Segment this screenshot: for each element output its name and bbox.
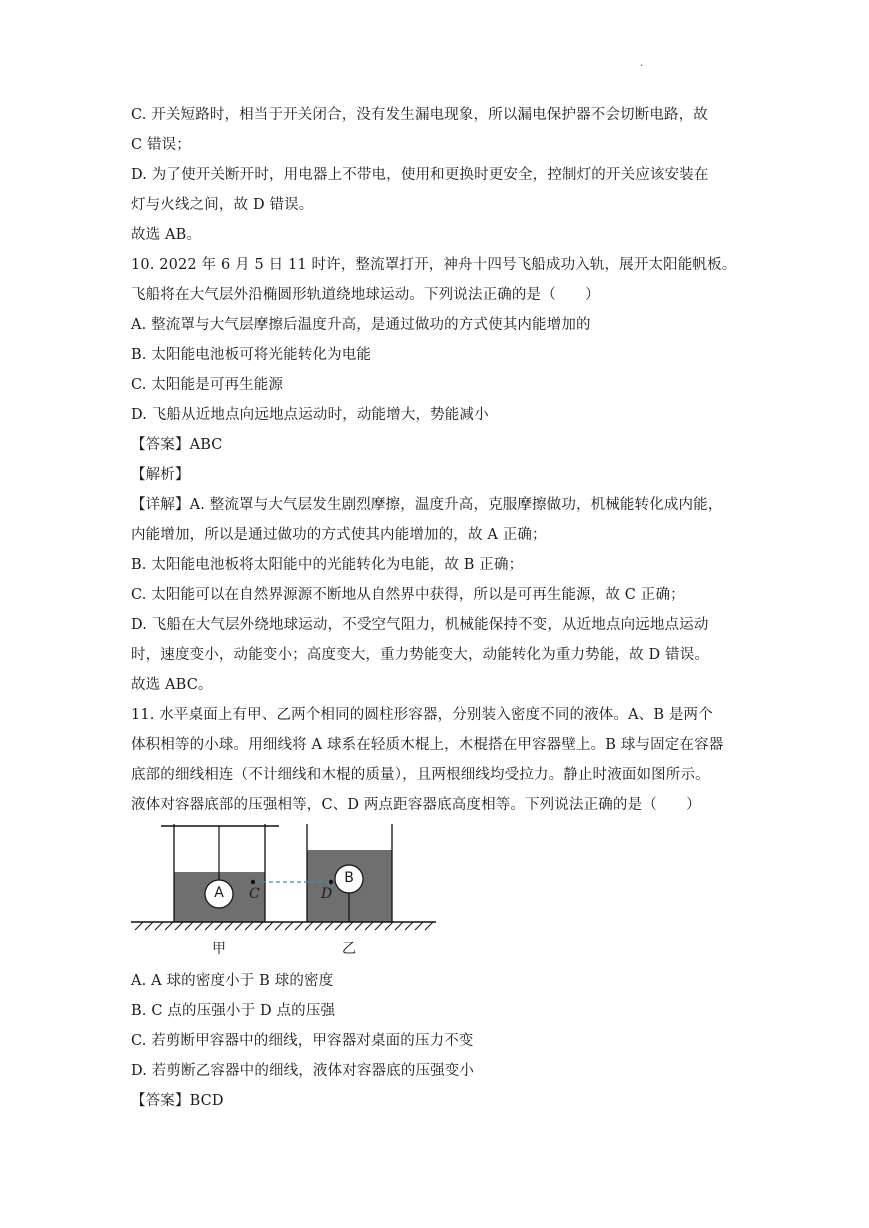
containers-figure: [131, 824, 451, 964]
analysis-heading: 【解析】: [131, 467, 190, 483]
text-line: 时，速度变小，动能变小；高度变大，重力势能变大，动能转化为重力势能，故 D 错误。: [131, 647, 709, 663]
text-block-before: [131, 100, 741, 820]
point-c-label: C: [249, 886, 260, 902]
question-10-option-c: C. 太阳能是可再生能源: [131, 377, 284, 393]
question-10-option-b: B. 太阳能电池板可将光能转化为电能: [131, 347, 372, 363]
question-10-option-d: D. 飞船从近地点向远地点运动时，动能增大，势能减小: [131, 407, 489, 423]
question-11-stem: 液体对容器底部的压强相等，C、D 两点距容器底高度相等。下列说法正确的是（ ）: [131, 797, 701, 813]
question-10-stem: 飞船将在大气层外沿椭圆形轨道绕地球运动。下列说法正确的是（ ）: [131, 287, 600, 303]
question-10-option-a: A. 整流罩与大气层摩擦后温度升高，是通过做功的方式使其内能增加的: [131, 317, 591, 333]
text-line: 内能增加，所以是通过做功的方式使其内能增加的，故 A 正确；: [131, 527, 547, 543]
text-line: B. 太阳能电池板将太阳能中的光能转化为电能，故 B 正确；: [131, 557, 524, 573]
point-d-label: D: [321, 886, 333, 902]
question-11-option-b: B. C 点的压强小于 D 点的压强: [131, 1003, 336, 1019]
table-hatching: [135, 922, 433, 930]
ball-b-label: B: [344, 870, 354, 886]
text-line: D. 飞船在大气层外绕地球运动，不受空气阻力，机械能保持不变，从近地点向远地点运动: [131, 617, 709, 633]
question-11-stem: 底部的细线相连（不计细线和木棍的质量），且两根细线均受拉力。静止时液面如图所示。: [131, 767, 710, 783]
question-11-answer: 【答案】BCD: [131, 1093, 224, 1109]
label-yi: 乙: [342, 941, 356, 957]
header-mark: .: [640, 58, 644, 69]
point-d-dot: [329, 880, 333, 884]
question-11-stem: 体积相等的小球。用细线将 A 球系在轻质木棍上，木棍搭在甲容器壁上。B 球与固定在容器: [131, 737, 724, 753]
text-line: C. 开关短路时，相当于开关闭合，没有发生漏电现象，所以漏电保护器不会切断电路，故: [131, 107, 708, 123]
text-line: C 错误；: [131, 137, 191, 153]
text-line: 【详解】A. 整流罩与大气层发生剧烈摩擦，温度升高，克服摩擦做功，机械能转化成内能，: [131, 497, 723, 513]
ball-a-label: A: [214, 885, 224, 901]
question-11-option-c: C. 若剪断甲容器中的细线，甲容器对桌面的压力不变: [131, 1033, 474, 1049]
label-jia: 甲: [212, 941, 226, 957]
question-11-option-d: D. 若剪断乙容器中的细线，液体对容器底的压强变小: [131, 1063, 475, 1079]
question-11-stem: 11. 水平桌面上有甲、乙两个相同的圆柱形容器，分别装入密度不同的液体。A、B 是两个: [131, 707, 713, 723]
question-10-answer: 【答案】ABC: [131, 437, 223, 453]
question-11-option-a: A. A 球的密度小于 B 球的密度: [131, 973, 334, 989]
text-line: C. 太阳能可以在自然界源源不断地从自然界中获得，所以是可再生能源，故 C 正确；: [131, 587, 685, 603]
text-line: D. 为了使开关断开时，用电器上不带电，使用和更换时更安全，控制灯的开关应该安装在: [131, 167, 709, 183]
point-c-dot: [251, 880, 255, 884]
containers-diagram: [131, 824, 451, 964]
document-page: [131, 100, 741, 1116]
text-block-after: [131, 966, 741, 1116]
text-line: 灯与火线之间，故 D 错误。: [131, 197, 314, 213]
question-10-stem: 10. 2022 年 6 月 5 日 11 时许，整流罩打开，神舟十四号飞船成功入轨，展开太阳能帆板。: [131, 257, 737, 273]
text-line: 故选 ABC。: [131, 677, 213, 693]
text-line: 故选 AB。: [131, 227, 202, 243]
